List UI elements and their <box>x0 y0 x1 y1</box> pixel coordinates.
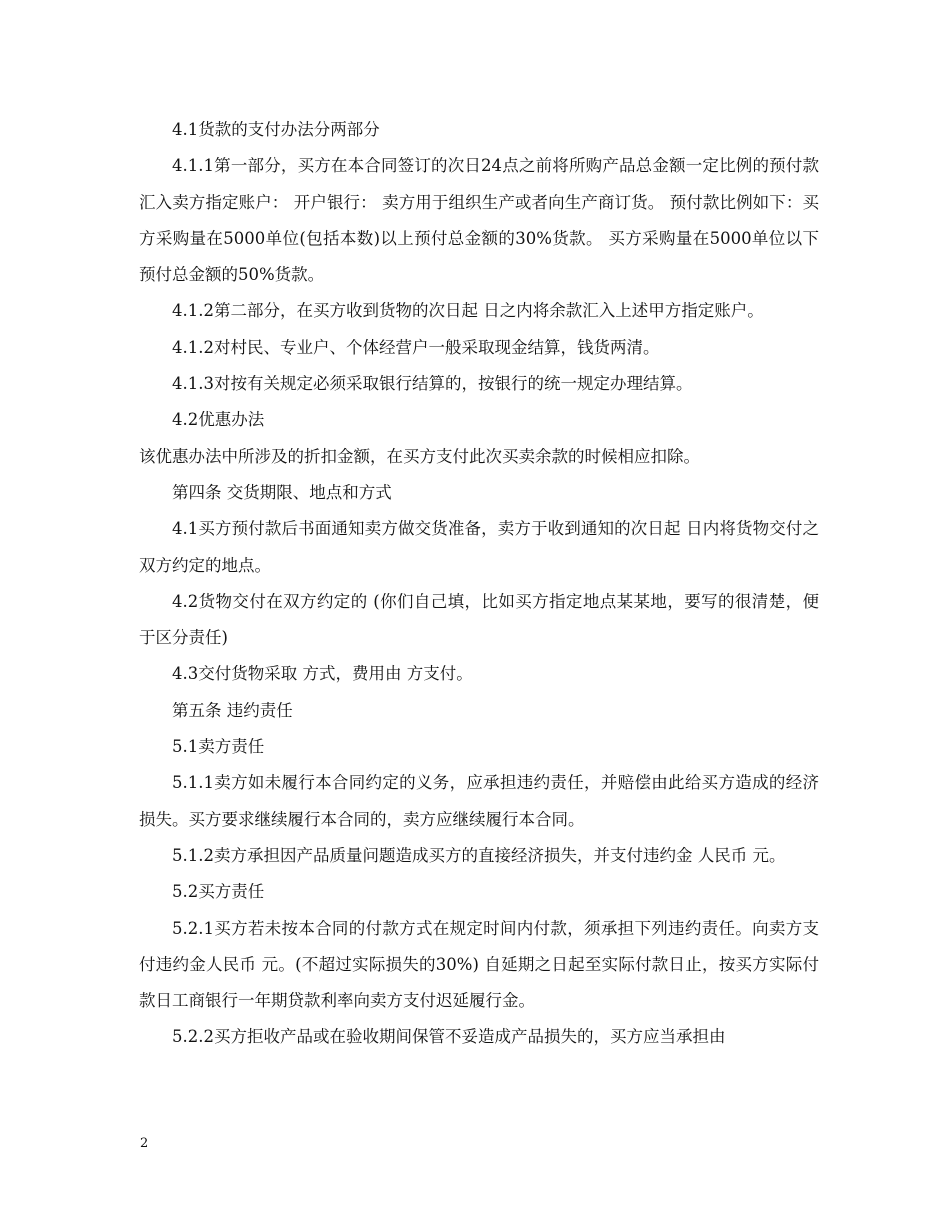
paragraph-delivery-method: 4.3交付货物采取 方式，费用由 方支付。 <box>172 664 473 684</box>
paragraph-second-part: 4.1.2第二部分，在买方收到货物的次日起 日之内将余款汇入上述甲方指定账户。 <box>172 301 764 321</box>
paragraph-seller-liability-heading: 5.1卖方责任 <box>172 737 265 757</box>
paragraph-payment-method: 4.1货款的支付办法分两部分 <box>172 120 380 139</box>
document-body <box>139 112 819 1056</box>
paragraph-buyer-liability-1: 5.2.1买方若未按本合同的付款方式在规定时间内付款，须承担下列违约责任。向卖方支付违约金人民币 元。(不超过实际损失的30%) 自延期之日起至实际付款日止，按买方实际付款日工商银行一年期贷款利率向卖方支付迟延履行金。 <box>139 918 819 1011</box>
page-number: 2 <box>140 1136 149 1151</box>
paragraph-delivery-notice: 4.1买方预付款后书面通知卖方做交货准备，卖方于收到通知的次日起 日内将货物交付之双方约定的地点。 <box>139 519 819 575</box>
paragraph-discount-detail: 该优惠办法中所涉及的折扣金额，在买方支付此次买卖余款的时候相应扣除。 <box>139 446 700 466</box>
paragraph-cash-settlement: 4.1.2对村民、专业户、个体经营户一般采取现金结算，钱货两清。 <box>172 337 660 357</box>
paragraph-discount-heading: 4.2优惠办法 <box>172 410 265 430</box>
section-heading-delivery: 第四条 交货期限、地点和方式 <box>172 482 392 502</box>
paragraph-buyer-liability-heading: 5.2买方责任 <box>172 882 265 902</box>
paragraph-bank-settlement: 4.1.3对按有关规定必须采取银行结算的，按银行的统一规定办理结算。 <box>172 374 693 394</box>
paragraph-buyer-liability-2: 5.2.2买方拒收产品或在验收期间保管不妥造成产品损失的，买方应当承担由 <box>172 1027 726 1047</box>
section-heading-liability: 第五条 违约责任 <box>172 700 293 720</box>
paragraph-seller-liability-1: 5.1.1卖方如未履行本合同约定的义务，应承担违约责任，并赔偿由此给买方造成的经济损失。买方要求继续履行本合同的，卖方应继续履行本合同。 <box>139 773 819 829</box>
paragraph-first-part: 4.1.1第一部分，买方在本合同签订的次日24点之前将所购产品总金额一定比例的预付款汇入卖方指定账户： 开户银行： 卖方用于组织生产或者向生产商订货。 预付款比例如下：买方采购量在5000单位(包括本数)以上预付总金额的30%货款。 买方采购量在5000单位以下预付总金额的50%货款。 <box>139 156 819 285</box>
paragraph-delivery-location: 4.2货物交付在双方约定的 (你们自己填，比如买方指定地点某某地，要写的很清楚，便于区分责任) <box>139 591 819 648</box>
paragraph-seller-liability-2: 5.1.2卖方承担因产品质量问题造成买方的直接经济损失，并支付违约金 人民币 元。 <box>172 845 786 865</box>
